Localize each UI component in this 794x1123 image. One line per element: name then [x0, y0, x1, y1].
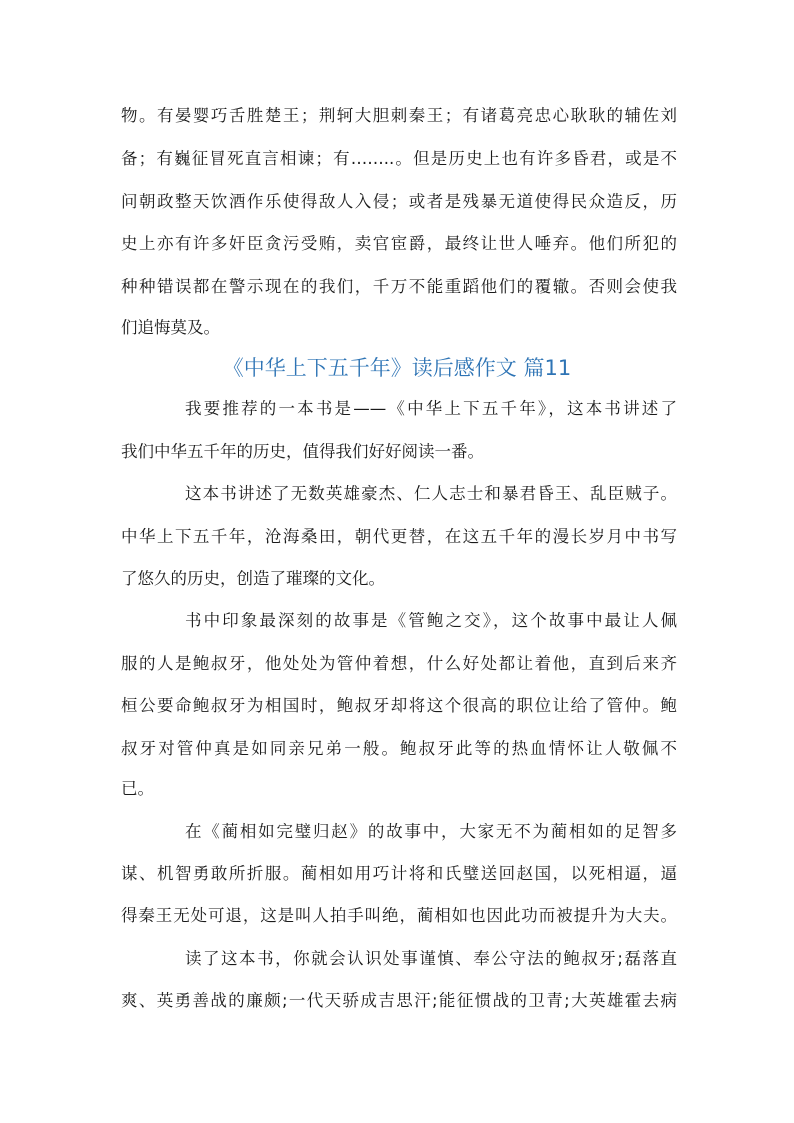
- paragraph-line: 得秦王无处可退，这是叫人拍手叫绝，蔺相如也因此功而被提升为大夫。: [121, 906, 677, 925]
- paragraph-line: 服的人是鲍叔牙，他处处为管仲着想，什么好处都让着他，直到后来齐: [121, 654, 677, 673]
- paragraph-line: 物。有晏婴巧舌胜楚王；荆轲大胆刺秦王；有诸葛亮忠心耿耿的辅佐刘: [121, 106, 677, 125]
- paragraph-line: 已。: [121, 779, 154, 798]
- paragraph-line: 桓公要命鲍叔牙为相国时，鲍叔牙却将这个很高的职位让给了管仲。鲍: [121, 696, 677, 715]
- paragraph-line: 问朝政整天饮酒作乐使得敌人入侵；或者是残暴无道使得民众造反，历: [121, 192, 677, 211]
- paragraph-line: 我要推荐的一本书是——《中华上下五千年》，这本书讲述了: [185, 399, 677, 418]
- paragraph-line: 种种错误都在警示现在的我们，千万不能重蹈他们的覆辙。否则会使我: [121, 277, 677, 296]
- paragraph-line: 们追悔莫及。: [121, 318, 220, 337]
- paragraph-line: 谋、机智勇敢所折服。蔺相如用巧计将和氏璧送回赵国，以死相逼，逼: [121, 864, 677, 883]
- paragraph-line: 我们中华五千年的历史，值得我们好好阅读一番。: [121, 442, 484, 461]
- paragraph-line: 爽、英勇善战的廉颇;一代天骄成吉思汗;能征惯战的卫青;大英雄霍去病: [121, 991, 677, 1010]
- paragraph-line: 书中印象最深刻的故事是《管鲍之交》，这个故事中最让人佩: [185, 611, 677, 630]
- paragraph-line: 史上亦有许多奸臣贪污受贿，卖官宦爵，最终让世人唾弃。他们所犯的: [121, 234, 677, 253]
- section-heading: 《中华上下五千年》读后感作文 篇11: [222, 356, 572, 380]
- paragraph-line: 在《蔺相如完璧归赵》的故事中，大家无不为蔺相如的足智多: [185, 822, 677, 841]
- paragraph-line: 了悠久的历史，创造了璀璨的文化。: [121, 569, 385, 588]
- paragraph-line: 读了这本书，你就会认识处事谨慎、奉公守法的鲍叔牙;磊落直: [185, 949, 677, 968]
- paragraph-line: 叔牙对管仲真是如同亲兄弟一般。鲍叔牙此等的热血情怀让人敬佩不: [121, 739, 677, 758]
- paragraph-line: 中华上下五千年，沧海桑田，朝代更替，在这五千年的漫长岁月中书写: [121, 527, 677, 546]
- paragraph-line: 备；有巍征冒死直言相谏；有……..。但是历史上也有许多昏君，或是不: [121, 149, 677, 168]
- paragraph-line: 这本书讲述了无数英雄豪杰、仁人志士和暴君昏王、乱臣贼子。: [185, 484, 677, 503]
